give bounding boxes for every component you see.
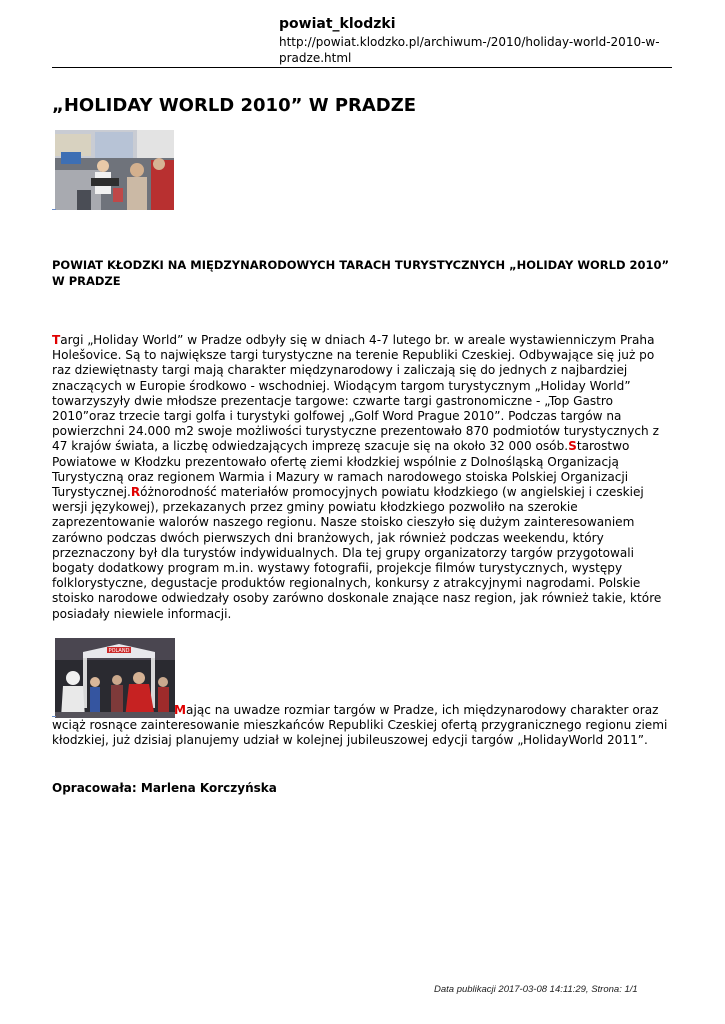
poland-sign-text: POLAND bbox=[108, 648, 130, 654]
article-title: „HOLIDAY WORLD 2010” W PRADZE bbox=[52, 95, 417, 116]
photo-fair-booth[interactable] bbox=[55, 130, 174, 210]
source-url[interactable]: http://powiat.klodzko.pl/archiwum-/2010/holiday-world-2010-w-pradze.html bbox=[279, 35, 660, 65]
article-author: Opracowała: Marlena Korczyńska bbox=[52, 781, 277, 795]
document-header bbox=[279, 15, 671, 66]
initial-letter-r: R bbox=[130, 485, 141, 500]
article-subtitle: POWIAT KŁODZKI NA MIĘDZYNARODOWYCH TARACH TURYSTYCZNYCH „HOLIDAY WORLD 2010” W PRADZE bbox=[52, 258, 670, 288]
initial-letter-m: M bbox=[174, 703, 187, 717]
publication-footer: Data publikacji 2017-03-08 14:11:29, Strona: 1/1 bbox=[434, 984, 638, 995]
paragraph-2: tarostwo Powiatowe w Kłodzku prezentowało ofertę ziemi kłodzkiej wspólnie z Dolnośląską Organizacją Turystyczną oraz regionem Warmia i Mazury w ramach narodowego stoiska Polskiej Organizacji Turystycznej. bbox=[52, 439, 630, 500]
article-body bbox=[52, 333, 674, 622]
header-divider bbox=[52, 67, 672, 68]
initial-letter-s: S bbox=[568, 439, 577, 454]
paragraph-1: argi „Holiday World” w Pradze odbyły się w dniach 4-7 lutego br. w areale wystawienniczym Praha Holešovice. Są to największe targi turystyczne na terenie Republiki Czeskiej. Odbywające się już po raz dziewiętnasty targi mają charakter międzynarodowy i zaliczają się do jednych z najbardziej znaczących w Europie środkowo - wschodniej. Wiodącym targom turystycznym „Holiday World” towarzyszyły dwie młodsze prezentacje targowe: czwarte targi gastronomiczne - „Top Gastro 2010”oraz trzecie targi golfa i turystyki golfowej „Golf Word Prague 2010”. Podczas targów na powierzchni 24.000 m2 swoje możliwości turystyczne prezentowało 870 podmiotów turystycznych z 47 krajów świata, a liczbę odwiedzających imprezę szacuje się na około 32 000 osób. bbox=[52, 333, 659, 454]
image-link-underline bbox=[52, 209, 56, 210]
initial-letter-t: T bbox=[52, 333, 61, 347]
closing-paragraph bbox=[52, 703, 674, 749]
site-name: powiat_klodzki bbox=[279, 16, 396, 32]
paragraph-4: ając na uwadze rozmiar targów w Pradze, ich międzynarodowy charakter oraz wciąż rosnące zainteresowanie mieszkańców Republiki Czeskiej ofertą przygranicznego regionu ziemi kłodzkiej, już dzisiaj planujemy udział w kolejnej jubileuszowej edycji targów „HolidayWorld 2011”. bbox=[52, 703, 668, 748]
paragraph-3: óżnorodność materiałów promocyjnych powiatu kłodzkiego (w angielskiej i czeskiej wersji językowej), przekazanych przez gminy powiatu kłodzkiego pozwoliło na szerokie zaprezentowanie walorów naszego regionu. Nasze stoisko cieszyło się dużym zainteresowaniem zarówno podczas dwóch pierwszych dni branżowych, jak również podczas weekendu, który przeznaczony był dla turystów indywidualnych. Dla tej grupy organizatorzy targów przygotowali bogaty dodatkowy program m.in. wystawy fotografii, projekcje filmów turystycznych, występy folklorystyczne, degustacje produktów regionalnych, konkursy z atrakcyjnymi nagrodami. Polskie stoisko narodowe odwiedzały osoby zarówno doskonale znające nasz region, jak również takie, które posiadały niewiele informacji. bbox=[52, 485, 662, 621]
